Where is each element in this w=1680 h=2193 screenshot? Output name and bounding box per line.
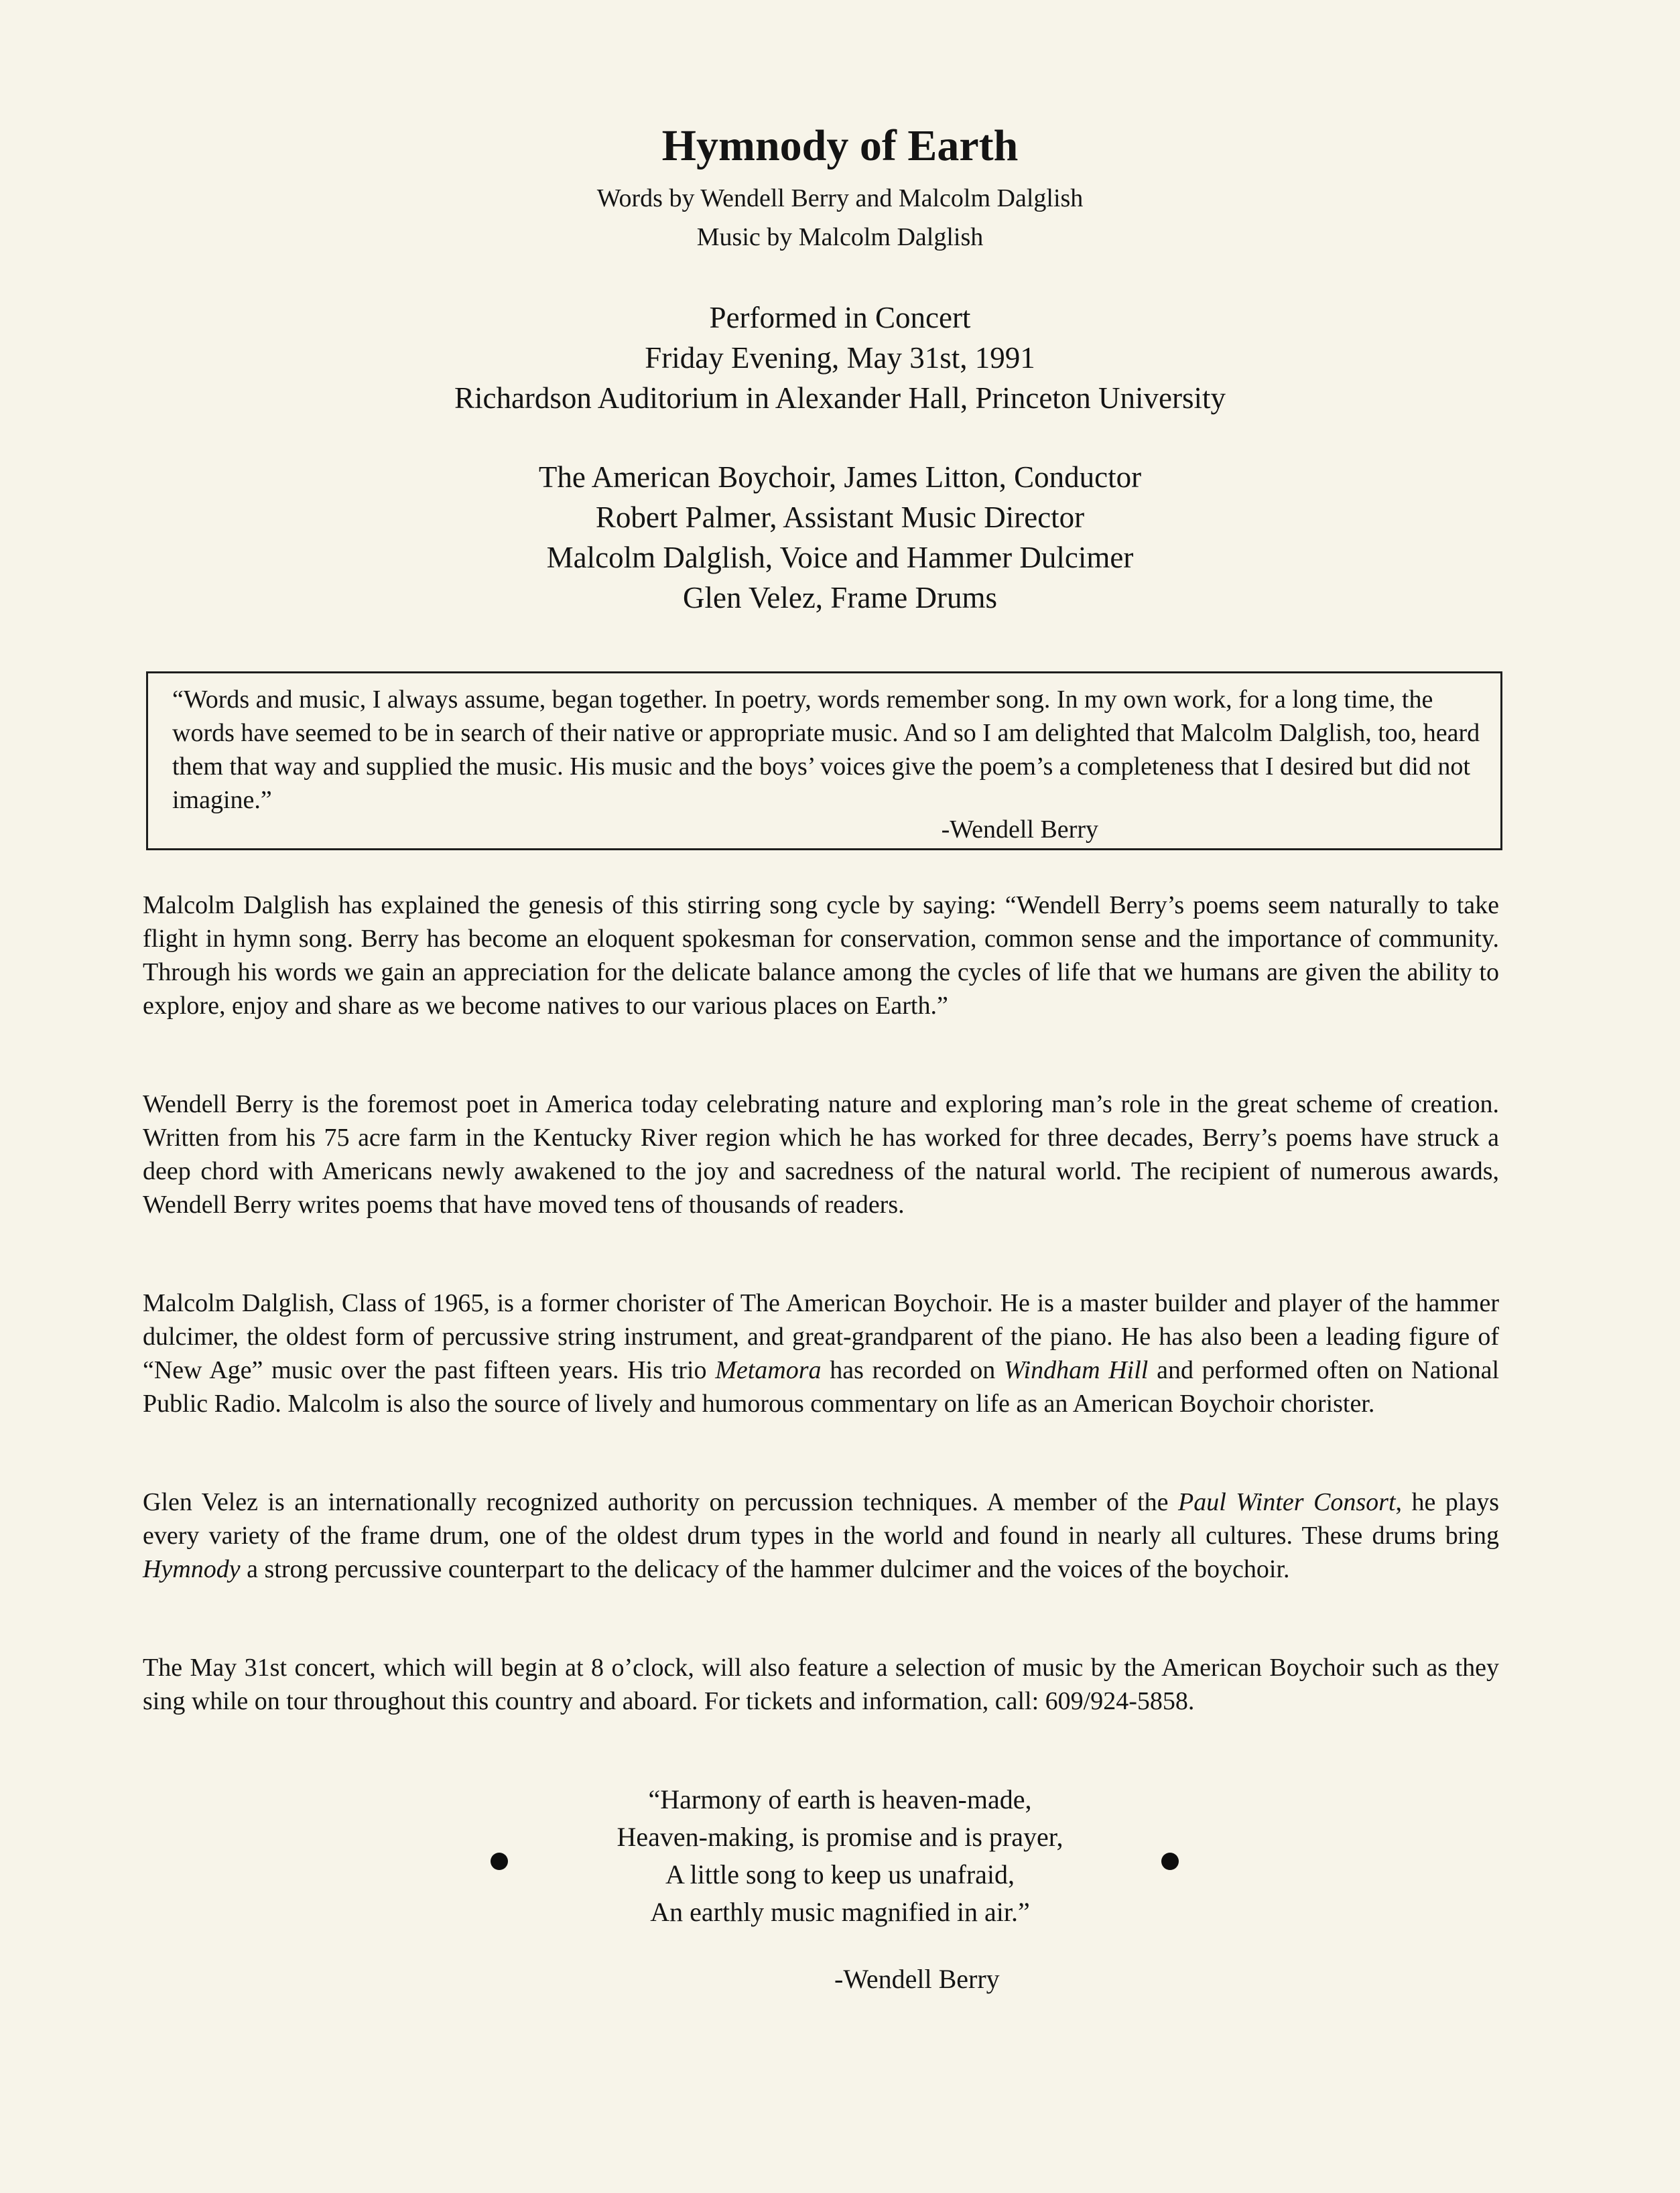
page-title: Hymnody of Earth xyxy=(661,121,1019,170)
paragraph-text: , he plays every variety of the frame drum, one of the oldest drum types in the world and found in nearly all cultures. These drums bring xyxy=(143,1488,1500,1550)
label-name: Windham Hill xyxy=(1003,1356,1149,1384)
trio-name: Metamora xyxy=(715,1356,822,1384)
poem-line: “Harmony of earth is heaven-made, xyxy=(648,1784,1032,1814)
poem-line: Heaven-making, is promise and is prayer, xyxy=(617,1822,1063,1852)
performer-line: Malcolm Dalglish, Voice and Hammer Dulcimer xyxy=(546,541,1134,574)
music-credit: Music by Malcolm Dalglish xyxy=(696,223,984,251)
performer-line: The American Boychoir, James Litton, Conductor xyxy=(538,460,1142,494)
paragraph-velez xyxy=(143,1485,1499,1586)
paragraph-genesis: Malcolm Dalglish has explained the genesis of this stirring song cycle by saying: “Wendell Berry’s poems seem naturally to take flight in hymn song. Berry has become an eloquent spokesman for conservation, common sense and the importance of community. Through his words we gain an appreciation for the delicate balance among the cycles of life that we humans are given the ability to explore, enjoy and share as we become natives to our various places on Earth.” xyxy=(143,891,1499,1020)
paragraph-berry: Wendell Berry is the foremost poet in America today celebrating nature and exploring man’s role in the great scheme of creation. Written from his 75 acre farm in the Kentucky River region which he has worked for three decades, Berry’s poems have struck a deep chord with Americans newly awakened to the joy and sacredness of the natural world. The recipient of numerous awards, Wendell Berry writes poems that have moved tens of thousands of readers. xyxy=(143,1090,1499,1219)
paragraph-text: and performed often on National Public Radio. Malcolm is also the source of lively and humorous commentary on life as an American Boychoir chorister. xyxy=(143,1356,1499,1418)
paragraph-dalglish xyxy=(143,1286,1499,1420)
paragraph-text: Glen Velez is an internationally recognized authority on percussion techniques. A member of the xyxy=(143,1488,1179,1516)
concert-venue: Richardson Auditorium in Alexander Hall, Princeton University xyxy=(454,381,1226,415)
poem-line: An earthly music magnified in air.” xyxy=(650,1897,1030,1927)
berry-quote-text: “Words and music, I always assume, began together. In poetry, words remember song. In my own work, for a long time, the words have seemed to be in search of their native or appropriate music. And so I am delighted that Malcolm Dalglish, too, heard them that way and supplied the music. His music and the boys’ voices give the poem’s a completeness that I desired but did not imagine.” xyxy=(172,685,1480,814)
paragraph-concert-info: The May 31st concert, which will begin at 8 o’clock, will also feature a selection of music by the American Boychoir such as they sing while on tour throughout this country and aboard. For tickets and information, call: 609/924-5858. xyxy=(143,1654,1499,1715)
poem-attribution: -Wendell Berry xyxy=(834,1964,1000,1994)
poem xyxy=(0,1781,1680,1931)
performer-line: Robert Palmer, Assistant Music Director xyxy=(595,501,1085,534)
berry-quote-box xyxy=(146,671,1502,850)
berry-quote-attribution: -Wendell Berry xyxy=(941,815,1098,844)
performer-line: Glen Velez, Frame Drums xyxy=(682,581,998,614)
poem-line: A little song to keep us unafraid, xyxy=(665,1859,1015,1889)
paragraph-text: Malcolm Dalglish, Class of 1965, is a former chorister of The American Boychoir. He is a master builder and player of the hammer dulcimer, the oldest form of percussive string instrument, and great-grandparent of the piano. He has also been a leading figure of “New Age” music over the past fifteen years. His trio xyxy=(143,1289,1499,1384)
concert-date: Friday Evening, May 31st, 1991 xyxy=(645,341,1035,375)
paragraph-text: a strong percussive counterpart to the delicacy of the hammer dulcimer and the voices of the boychoir. xyxy=(240,1555,1290,1583)
bullet-dot-left xyxy=(491,1853,508,1870)
words-credit: Words by Wendell Berry and Malcolm Dalglish xyxy=(596,184,1084,212)
work-name: Hymnody xyxy=(143,1555,241,1583)
bullet-dot-right xyxy=(1161,1853,1179,1870)
concert-heading: Performed in Concert xyxy=(709,301,971,334)
ensemble-name: Paul Winter Consort xyxy=(1178,1488,1396,1516)
paragraph-text: has recorded on xyxy=(821,1356,1004,1384)
